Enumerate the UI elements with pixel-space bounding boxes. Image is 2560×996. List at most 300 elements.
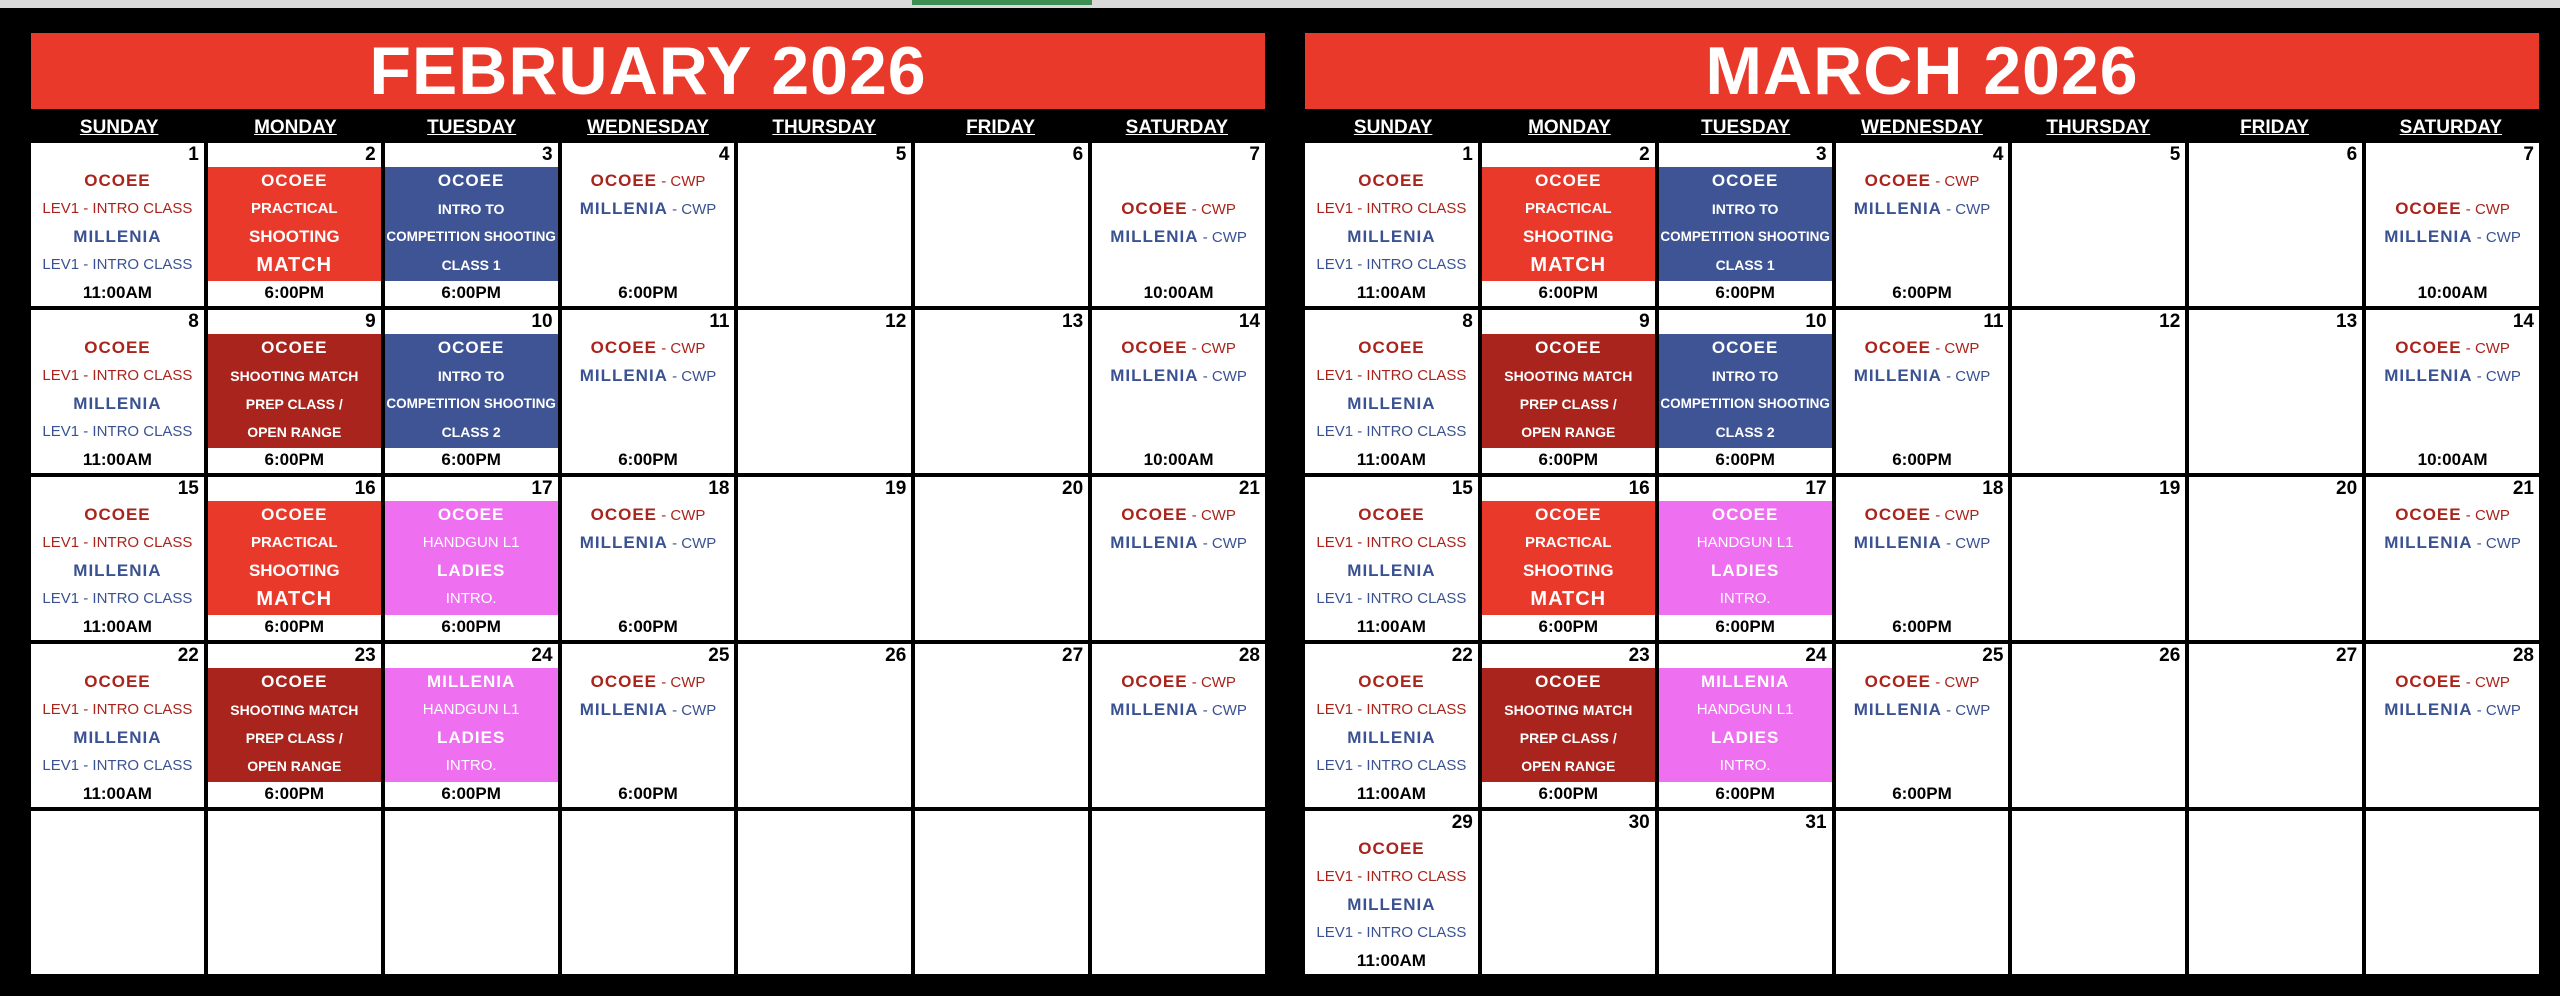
day-events — [1836, 334, 2009, 473]
cwp-label: - CWP — [2461, 340, 2510, 357]
day-number: 9 — [1639, 311, 1650, 332]
day-events — [562, 501, 735, 640]
event-time: 11:00AM — [1305, 282, 1478, 304]
location-ocoee: OCOEE — [2395, 672, 2462, 691]
day-events — [2189, 167, 2362, 306]
day-events — [915, 668, 1088, 807]
day-events — [1092, 167, 1265, 306]
event-line: MATCH — [256, 588, 333, 610]
calendar-day-cell — [1305, 477, 1478, 640]
day-number: 16 — [1628, 478, 1650, 499]
cwp-ocoee-line — [1836, 167, 2009, 195]
cwp-millenia-line — [562, 696, 735, 724]
calendar-day-cell — [2012, 644, 2185, 807]
day-events — [1482, 668, 1655, 807]
calendar-day-cell — [1659, 310, 1832, 473]
calendar-day-cell — [1836, 310, 2009, 473]
event-time: 6:00PM — [1659, 616, 1832, 638]
location-ocoee: OCOEE — [1121, 338, 1188, 357]
cwp-label: - CWP — [667, 702, 717, 719]
cwp-millenia-line — [2366, 223, 2539, 251]
class-name: LEV1 - INTRO CLASS — [1316, 757, 1467, 774]
day-number: 21 — [1238, 478, 1260, 499]
day-number: 23 — [1628, 645, 1650, 666]
calendar-day-cell — [385, 811, 558, 974]
calendar-day-cell — [1092, 644, 1265, 807]
event-line: MATCH — [1530, 254, 1607, 276]
location-ocoee: OCOEE — [1358, 338, 1425, 357]
cwp-millenia-line — [562, 362, 735, 390]
day-events — [915, 501, 1088, 640]
cwp-label: - CWP — [2461, 674, 2510, 691]
event-time: 10:00AM — [2366, 449, 2539, 471]
calendar-day-cell — [208, 477, 381, 640]
cwp-label: - CWP — [1198, 535, 1247, 552]
day-events — [31, 334, 204, 473]
day-number: 31 — [1805, 812, 1827, 833]
cwp-millenia-line — [562, 195, 735, 223]
event-line: LADIES — [1710, 728, 1780, 747]
class-name: LEV1 - INTRO CLASS — [1316, 924, 1467, 941]
day-number: 25 — [1982, 645, 2004, 666]
class-name: LEV1 - INTRO CLASS — [1316, 868, 1467, 885]
cwp-millenia-line — [1092, 362, 1265, 390]
cwp-millenia-line — [1092, 223, 1265, 251]
cwp-label: - CWP — [1187, 201, 1236, 218]
day-number: 17 — [531, 478, 553, 499]
calendar-day-cell — [31, 644, 204, 807]
location-ocoee: OCOEE — [84, 505, 151, 524]
cwp-label: - CWP — [1198, 368, 1247, 385]
calendar-day-cell — [1305, 143, 1478, 306]
cwp-ocoee-line — [1092, 195, 1265, 223]
event-time: 11:00AM — [31, 616, 204, 638]
day-events — [31, 501, 204, 640]
event-time: 6:00PM — [1836, 616, 2009, 638]
location-ocoee: OCOEE — [1864, 338, 1932, 357]
class-name: LEV1 - INTRO CLASS — [1316, 534, 1467, 551]
day-events — [2012, 501, 2185, 640]
day-events — [915, 835, 1088, 974]
cwp-label: - CWP — [667, 201, 717, 218]
cwp-ocoee-line — [1092, 334, 1265, 362]
event-time: 6:00PM — [562, 616, 735, 638]
day-number: 9 — [365, 311, 376, 332]
calendar-day-cell — [208, 644, 381, 807]
cwp-label: - CWP — [2461, 507, 2510, 524]
event-line: PREP CLASS / — [1519, 396, 1617, 412]
day-number: 6 — [1072, 144, 1084, 165]
calendar-day-cell — [915, 644, 1088, 807]
event-time: 11:00AM — [31, 783, 204, 805]
calendar-day-cell — [562, 644, 735, 807]
day-events — [1482, 167, 1655, 306]
event-line: INTRO. — [1719, 757, 1771, 774]
location-millenia: MILLENIA — [2384, 366, 2473, 385]
location-ocoee: OCOEE — [1358, 672, 1425, 691]
event-time: 6:00PM — [1482, 449, 1655, 471]
class-name: LEV1 - INTRO CLASS — [42, 534, 193, 551]
day-events — [915, 167, 1088, 306]
calendar-day-cell — [208, 310, 381, 473]
day-number: 27 — [1062, 645, 1084, 666]
calendar-day-cell — [31, 477, 204, 640]
day-events — [208, 835, 381, 974]
day-events — [1305, 835, 1478, 974]
calendar-day-cell — [562, 811, 735, 974]
day-events — [385, 668, 558, 807]
calendar-day-cell — [31, 310, 204, 473]
calendar-day-cell — [738, 143, 911, 306]
location-millenia: MILLENIA — [1347, 394, 1436, 413]
cwp-ocoee-line — [1836, 501, 2009, 529]
event-line: PREP CLASS / — [1519, 730, 1617, 746]
event-title: OCOEE — [1711, 171, 1779, 190]
day-number: 28 — [2512, 645, 2534, 666]
event-line: MATCH — [256, 254, 333, 276]
day-number: 26 — [885, 645, 907, 666]
class-name: LEV1 - INTRO CLASS — [1316, 256, 1467, 273]
calendar-february — [31, 33, 1265, 974]
day-events — [562, 668, 735, 807]
class-name: LEV1 - INTRO CLASS — [1316, 701, 1467, 718]
event-line: SHOOTING — [1522, 227, 1614, 246]
day-number: 13 — [2336, 311, 2358, 332]
day-number: 5 — [895, 144, 907, 165]
calendar-day-cell — [2366, 310, 2539, 473]
class-name: LEV1 - INTRO CLASS — [1316, 423, 1467, 440]
day-number: 13 — [1062, 311, 1084, 332]
day-events — [1305, 167, 1478, 306]
event-time: 10:00AM — [1092, 282, 1265, 304]
day-events — [1659, 501, 1832, 640]
day-number: 8 — [188, 311, 199, 332]
calendar-day-cell — [2189, 310, 2362, 473]
location-millenia: MILLENIA — [579, 366, 668, 385]
cwp-label: - CWP — [1941, 535, 1991, 552]
event-line: OPEN RANGE — [1521, 424, 1616, 440]
event-title: OCOEE — [261, 672, 328, 691]
calendar-day-cell — [1836, 811, 2009, 974]
class-name: LEV1 - INTRO CLASS — [1316, 590, 1467, 607]
event-line: COMPETITION SHOOTING — [1660, 229, 1830, 244]
event-line: INTRO. — [445, 590, 497, 607]
event-line: COMPETITION SHOOTING — [386, 229, 556, 244]
cwp-ocoee-line — [1836, 668, 2009, 696]
calendar-march — [1305, 33, 2539, 974]
event-time: 10:00AM — [2366, 282, 2539, 304]
event-line: INTRO TO — [1711, 368, 1779, 384]
day-events — [2012, 334, 2185, 473]
event-time: 11:00AM — [1305, 449, 1478, 471]
weekday-header-row — [31, 113, 1265, 143]
cwp-ocoee-line — [562, 668, 735, 696]
calendar-day-cell — [385, 644, 558, 807]
event-title: OCOEE — [437, 505, 505, 524]
day-events — [1092, 668, 1265, 807]
calendar-day-cell — [385, 310, 558, 473]
weekday-label: TUESDAY — [1701, 117, 1791, 138]
cwp-millenia-line — [1092, 529, 1265, 557]
cwp-label: - CWP — [1931, 674, 1980, 691]
day-events — [738, 334, 911, 473]
cwp-millenia-line — [1836, 362, 2009, 390]
weekday-label: SATURDAY — [2399, 117, 2503, 138]
day-events — [562, 334, 735, 473]
cwp-ocoee-line — [562, 501, 735, 529]
calendar-day-cell — [2366, 143, 2539, 306]
day-number: 20 — [2336, 478, 2358, 499]
day-events — [1482, 835, 1655, 974]
location-ocoee: OCOEE — [1864, 672, 1932, 691]
location-millenia: MILLENIA — [1347, 728, 1436, 747]
day-events — [562, 835, 735, 974]
event-time: 11:00AM — [1305, 950, 1478, 972]
location-ocoee: OCOEE — [1358, 505, 1425, 524]
location-ocoee: OCOEE — [2395, 199, 2462, 218]
day-events — [2012, 167, 2185, 306]
day-number: 27 — [2336, 645, 2358, 666]
location-millenia: MILLENIA — [73, 561, 162, 580]
day-events — [738, 501, 911, 640]
day-events — [1659, 835, 1832, 974]
event-title: MILLENIA — [1700, 672, 1790, 691]
day-events — [2189, 835, 2362, 974]
cwp-ocoee-line — [1092, 501, 1265, 529]
cwp-label: - CWP — [2461, 201, 2510, 218]
location-ocoee: OCOEE — [1358, 171, 1425, 190]
event-line: SHOOTING — [1522, 561, 1614, 580]
event-line: HANDGUN L1 — [1696, 701, 1794, 718]
day-events — [2012, 835, 2185, 974]
class-name: LEV1 - INTRO CLASS — [42, 701, 193, 718]
location-ocoee: OCOEE — [590, 171, 658, 190]
weekday-label: MONDAY — [1528, 117, 1611, 138]
day-number: 18 — [1982, 478, 2004, 499]
event-time: 6:00PM — [1836, 783, 2009, 805]
day-events — [738, 167, 911, 306]
calendar-day-cell — [562, 477, 735, 640]
event-line: PRACTICAL — [250, 534, 338, 551]
class-name: LEV1 - INTRO CLASS — [1316, 367, 1467, 384]
location-millenia: MILLENIA — [1110, 366, 1199, 385]
cwp-label: - CWP — [1187, 507, 1236, 524]
cwp-ocoee-line — [2366, 334, 2539, 362]
calendar-day-cell — [1482, 477, 1655, 640]
day-number: 2 — [365, 144, 376, 165]
cwp-ocoee-line — [2366, 668, 2539, 696]
weekday-label: WEDNESDAY — [587, 117, 709, 138]
weekday-label: THURSDAY — [772, 117, 877, 138]
event-time: 6:00PM — [1659, 449, 1832, 471]
cwp-ocoee-line — [2366, 195, 2539, 223]
day-events — [1659, 334, 1832, 473]
event-line: PRACTICAL — [250, 200, 338, 217]
event-line: SHOOTING MATCH — [230, 702, 359, 718]
cwp-label: - CWP — [657, 507, 706, 524]
location-millenia: MILLENIA — [73, 394, 162, 413]
event-time: 6:00PM — [1659, 282, 1832, 304]
day-number: 25 — [708, 645, 730, 666]
calendar-day-cell — [2366, 644, 2539, 807]
location-ocoee: OCOEE — [84, 338, 151, 357]
event-time: 6:00PM — [385, 449, 558, 471]
calendar-day-cell — [2012, 477, 2185, 640]
location-millenia: MILLENIA — [1853, 533, 1942, 552]
day-number: 12 — [2159, 311, 2181, 332]
day-events — [915, 334, 1088, 473]
day-events — [208, 334, 381, 473]
cwp-millenia-line — [2366, 362, 2539, 390]
day-events — [2012, 668, 2185, 807]
event-time: 6:00PM — [208, 783, 381, 805]
cwp-millenia-line — [1836, 195, 2009, 223]
event-line: COMPETITION SHOOTING — [1660, 396, 1830, 411]
event-time: 6:00PM — [1836, 449, 2009, 471]
day-events — [1659, 167, 1832, 306]
event-line: PRACTICAL — [1524, 200, 1612, 217]
event-line: PRACTICAL — [1524, 534, 1612, 551]
calendar-day-cell — [1482, 310, 1655, 473]
event-line: INTRO TO — [1711, 201, 1779, 217]
calendar-day-cell — [915, 143, 1088, 306]
day-events — [1836, 167, 2009, 306]
cwp-label: - CWP — [1931, 173, 1980, 190]
cwp-label: - CWP — [1187, 674, 1236, 691]
location-millenia: MILLENIA — [1110, 227, 1199, 246]
location-ocoee: OCOEE — [1864, 171, 1932, 190]
cwp-label: - CWP — [1198, 229, 1247, 246]
cwp-millenia-line — [1092, 696, 1265, 724]
cwp-label: - CWP — [1941, 702, 1991, 719]
cwp-label: - CWP — [1198, 702, 1247, 719]
event-title: OCOEE — [1711, 505, 1779, 524]
calendar-day-cell — [208, 811, 381, 974]
calendar-day-cell — [1482, 811, 1655, 974]
cwp-label: - CWP — [1931, 340, 1980, 357]
calendar-day-cell — [1482, 644, 1655, 807]
day-number: 10 — [1805, 311, 1827, 332]
day-number: 15 — [177, 478, 199, 499]
calendar-day-cell — [385, 143, 558, 306]
event-line: SHOOTING MATCH — [1504, 702, 1633, 718]
location-ocoee: OCOEE — [2395, 338, 2462, 357]
day-events — [1305, 334, 1478, 473]
day-events — [208, 167, 381, 306]
day-number: 16 — [354, 478, 376, 499]
event-title: OCOEE — [261, 505, 328, 524]
location-millenia: MILLENIA — [1110, 700, 1199, 719]
event-time: 11:00AM — [1305, 783, 1478, 805]
event-line: SHOOTING MATCH — [230, 368, 359, 384]
calendar-day-cell — [1305, 310, 1478, 473]
cwp-label: - CWP — [667, 535, 717, 552]
day-number: 3 — [1815, 144, 1827, 165]
event-line: OPEN RANGE — [1521, 758, 1616, 774]
day-number: 2 — [1639, 144, 1650, 165]
event-line: CLASS 1 — [1715, 257, 1775, 273]
location-millenia: MILLENIA — [73, 227, 162, 246]
cwp-label: - CWP — [657, 674, 706, 691]
event-line: SHOOTING — [248, 227, 340, 246]
day-number: 22 — [1451, 645, 1473, 666]
calendar-day-cell — [1482, 143, 1655, 306]
day-number: 6 — [2346, 144, 2358, 165]
event-line: HANDGUN L1 — [422, 534, 520, 551]
calendar-day-cell — [738, 310, 911, 473]
day-events — [31, 668, 204, 807]
day-number: 23 — [354, 645, 376, 666]
cwp-label: - CWP — [1187, 340, 1236, 357]
day-events — [2366, 167, 2539, 306]
day-number: 15 — [1451, 478, 1473, 499]
day-number: 17 — [1805, 478, 1827, 499]
calendar-day-cell — [1092, 477, 1265, 640]
calendar-day-cell — [2012, 143, 2185, 306]
day-events — [208, 501, 381, 640]
calendar-day-cell — [1092, 310, 1265, 473]
event-time: 6:00PM — [1482, 783, 1655, 805]
day-events — [2366, 334, 2539, 473]
location-ocoee: OCOEE — [84, 171, 151, 190]
day-events — [2189, 668, 2362, 807]
calendar-title: MARCH 2026 — [1305, 33, 2539, 109]
event-line: PREP CLASS / — [245, 396, 343, 412]
class-name: LEV1 - INTRO CLASS — [42, 590, 193, 607]
day-events — [385, 501, 558, 640]
calendar-day-cell — [738, 644, 911, 807]
event-time: 6:00PM — [1659, 783, 1832, 805]
day-number: 5 — [2169, 144, 2181, 165]
event-time: 6:00PM — [562, 282, 735, 304]
event-time: 6:00PM — [1482, 282, 1655, 304]
event-time: 6:00PM — [562, 783, 735, 805]
location-ocoee: OCOEE — [84, 672, 151, 691]
calendar-day-cell — [2189, 477, 2362, 640]
weekday-label: FRIDAY — [966, 117, 1036, 138]
event-time: 11:00AM — [1305, 616, 1478, 638]
day-number: 29 — [1451, 812, 1473, 833]
day-events — [385, 835, 558, 974]
event-title: OCOEE — [1711, 338, 1779, 357]
event-line: CLASS 2 — [441, 424, 501, 440]
location-millenia: MILLENIA — [1347, 895, 1436, 914]
event-line: SHOOTING — [248, 561, 340, 580]
calendar-day-cell — [2189, 644, 2362, 807]
day-events — [208, 668, 381, 807]
day-number: 1 — [1462, 144, 1473, 165]
day-events — [1482, 501, 1655, 640]
day-number: 20 — [1062, 478, 1084, 499]
day-events — [31, 835, 204, 974]
day-events — [385, 334, 558, 473]
cwp-ocoee-line — [1092, 668, 1265, 696]
day-events — [385, 167, 558, 306]
day-number: 18 — [708, 478, 730, 499]
day-number: 12 — [885, 311, 907, 332]
day-number: 26 — [2159, 645, 2181, 666]
cwp-label: - CWP — [1941, 201, 1991, 218]
class-name: LEV1 - INTRO CLASS — [42, 367, 193, 384]
cwp-ocoee-line — [1836, 334, 2009, 362]
class-name: LEV1 - INTRO CLASS — [42, 423, 193, 440]
day-number: 22 — [177, 645, 199, 666]
calendar-day-cell — [31, 811, 204, 974]
day-events — [738, 668, 911, 807]
location-millenia: MILLENIA — [1347, 561, 1436, 580]
day-number: 14 — [1238, 311, 1260, 332]
weekday-label: THURSDAY — [2046, 117, 2151, 138]
